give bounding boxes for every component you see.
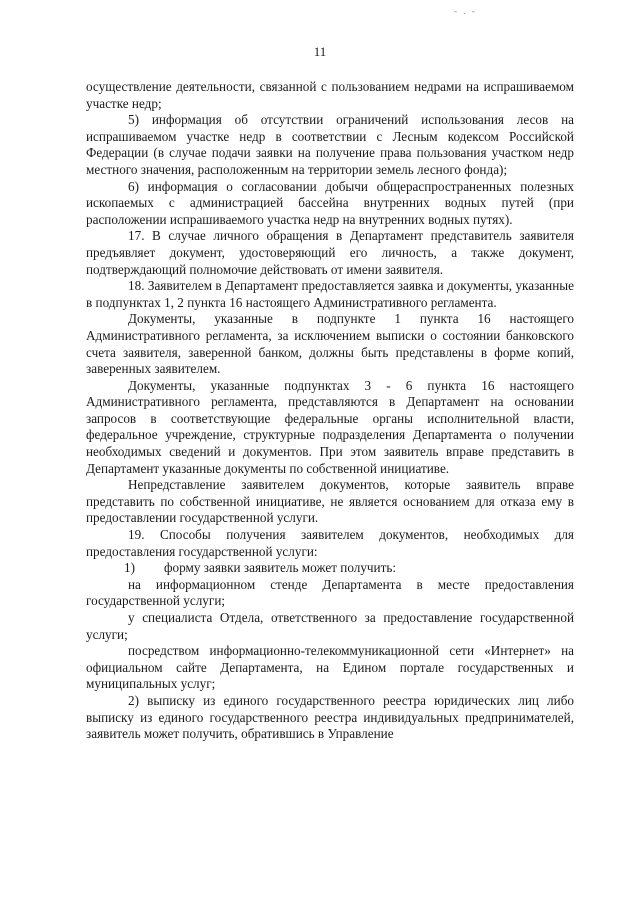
paragraph: на информационном стенде Департамента в месте предоставления государственной услуги; xyxy=(86,576,574,609)
paragraph: посредством информационно-телекоммуникационной сети «Интернет» на официальном сайте Департамента, на Едином портале государственных и муниципальных услуг; xyxy=(86,643,574,692)
list-item-number: 1) xyxy=(124,560,135,576)
paragraph: Документы, указанные в подпункте 1 пункта 16 настоящего Административного регламента, за исключением выписки о состоянии банковского счета заявителя, заверенной банком, должны быть представлены в форме копий, заверенных заявителем. xyxy=(86,311,574,377)
top-scan-mark: - . - xyxy=(454,6,477,16)
list-item-text: форму заявки заявитель может получить: xyxy=(164,560,397,576)
paragraph: Непредставление заявителем документов, которые заявитель вправе представить по собственной инициативе, не является основанием для отказа ему в предоставлении государственной услуги. xyxy=(86,477,574,526)
paragraph: 5) информация об отсутствии ограничений использования лесов на испрашиваемом участке недр в соответствии с Лесным кодексом Российской Федерации (в случае подачи заявки на получение права пользования участком недр местного значения, расположенным на территории земель лесного фонда); xyxy=(86,112,574,177)
paragraph: у специалиста Отдела, ответственного за предоставление государственной услуги; xyxy=(86,610,574,642)
paragraph: Документы, указанные подпунктах 3 - 6 пункта 16 настоящего Административного регламента, представляются в Департамент на основании запросов в соответствующие федеральные органы исполнительной власти, федеральное учреждение, структурные подразделения Департамента о получении необходимых сведений и документов. При этом заявитель вправе представить в Департамент указанные документы по собственной инициативе. xyxy=(86,377,574,476)
paragraph: 18. Заявителем в Департамент предоставляется заявка и документы, указанные в подпунктах 1, 2 пункта 16 настоящего Административного регламента. xyxy=(86,278,574,310)
paragraph: 6) информация о согласовании добычи общераспространенных полезных ископаемых с администрацией бассейна внутренних водных путей (при расположении испрашиваемого участка недр на внутренних водных путях). xyxy=(86,178,574,227)
paragraph: 2) выписку из единого государственного реестра юридических лиц либо выписку из единого государственного реестра индивидуальных предпринимателей, заявитель может получить, обратившись в Управление xyxy=(86,692,574,742)
list-item xyxy=(86,560,574,577)
page-number: 11 xyxy=(313,44,327,59)
document-body xyxy=(86,79,574,743)
paragraph: 19. Способы получения заявителем документов, необходимых для предоставления государственной услуги: xyxy=(86,527,574,559)
paragraph: 17. В случае личного обращения в Департамент представитель заявителя предъявляет документ, удостоверяющий его личность, а также документ, подтверждающий полномочие действовать от имени заявителя. xyxy=(86,228,574,277)
paragraph: осуществление деятельности, связанной с пользованием недрами на испрашиваемом участке недр; xyxy=(86,79,574,111)
